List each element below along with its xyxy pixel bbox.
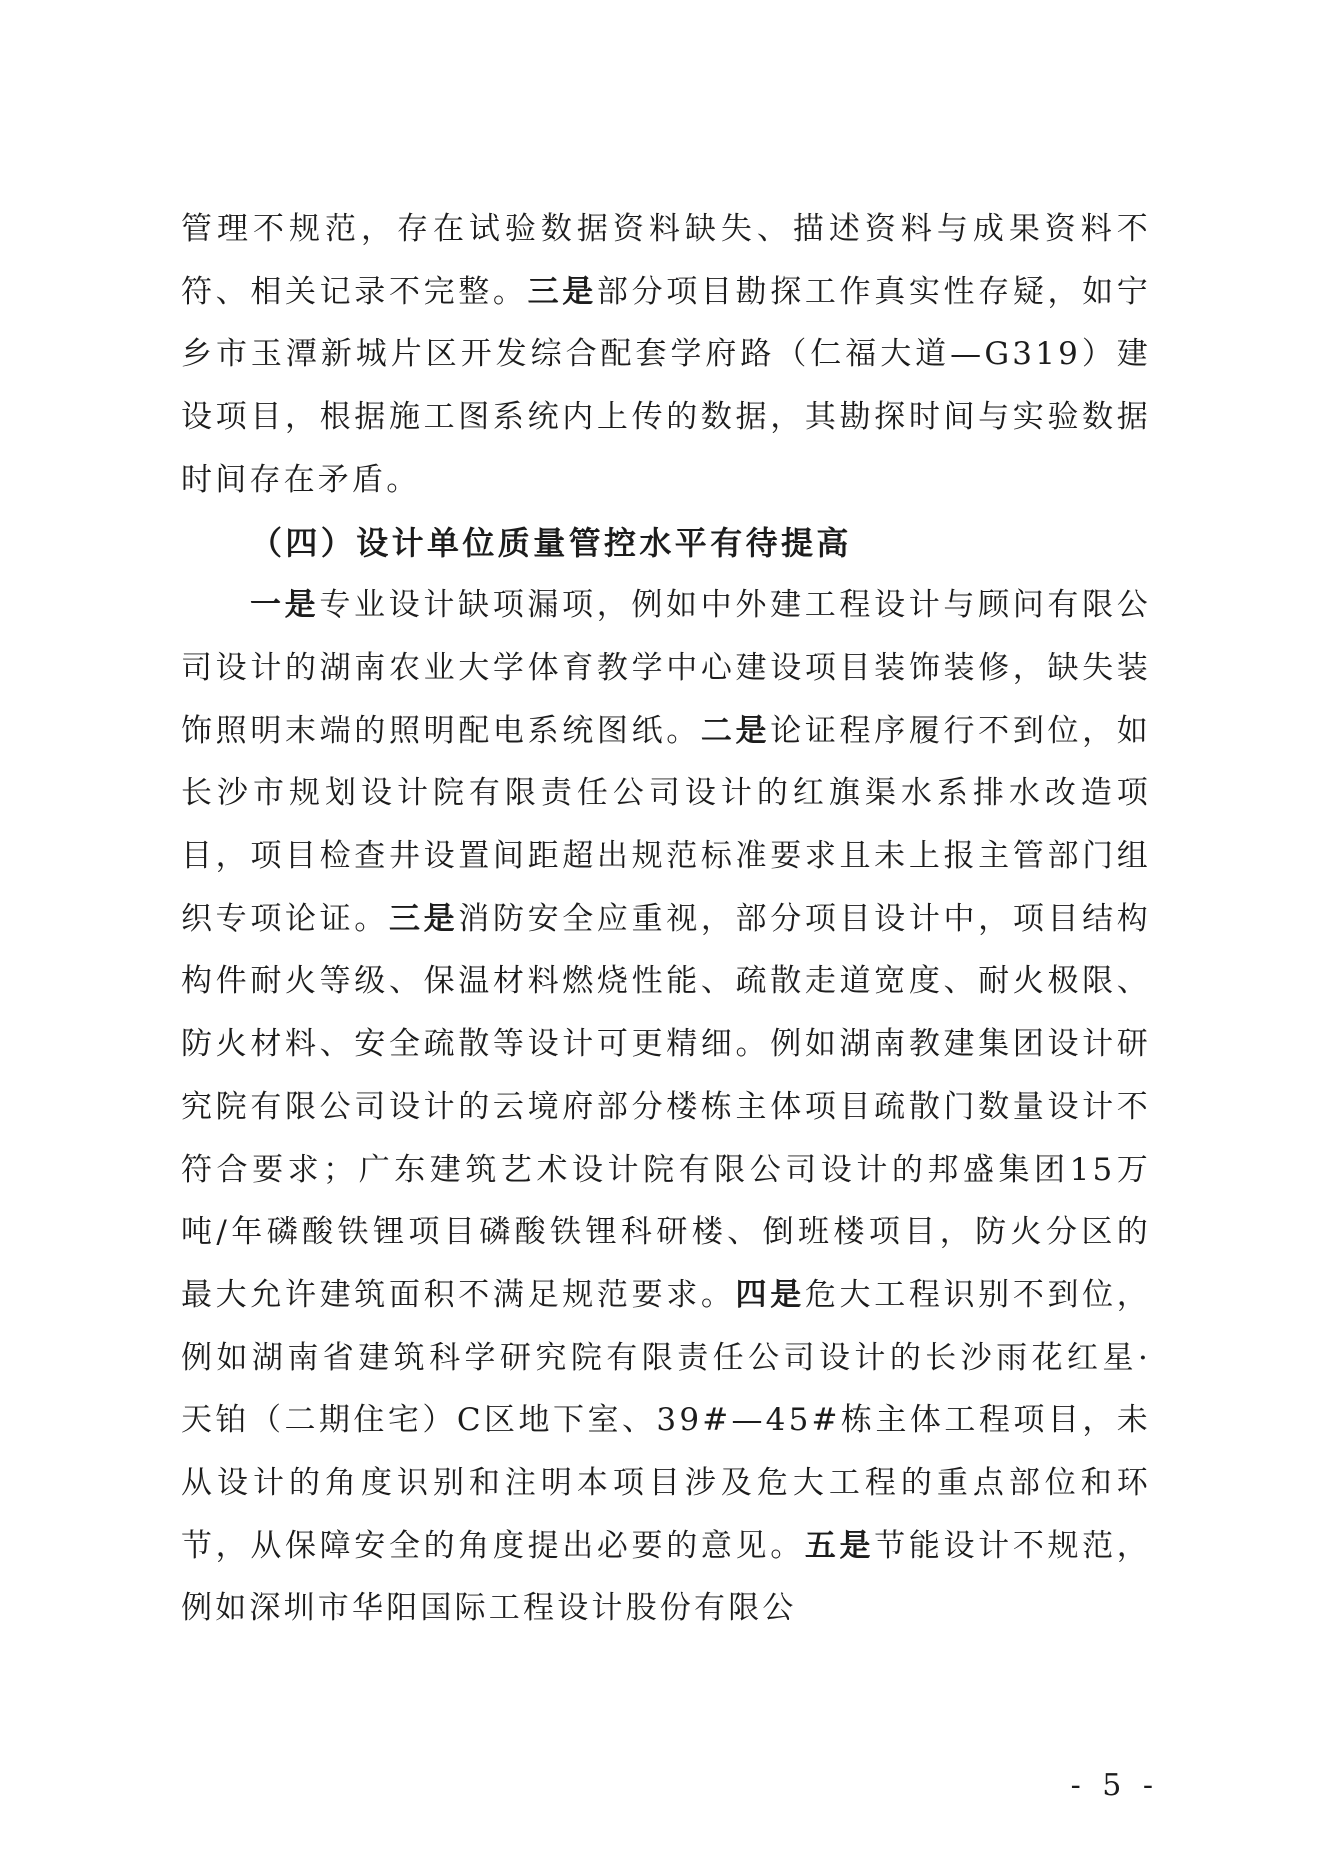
sentence-missing-items: 专业设计缺项漏项，例如中外建工程设计与顾问有限公司设计的湖南农业大学体育教学中心建设项目装饰装修，缺失装饰照明末端的照明配电系统图纸。 xyxy=(181,587,1151,749)
keyword-first: 一是 xyxy=(250,587,320,624)
keyword-fourth: 四是 xyxy=(735,1276,805,1313)
sentence-records: 管理不规范，存在试验数据资料缺失、描述资料与成果资料不符、相关记录不完整。 xyxy=(181,211,1151,310)
keyword-fifth: 五是 xyxy=(804,1527,875,1564)
page-number: - 5 - xyxy=(1070,1768,1159,1803)
sentence-energy: 节能设计不规范，例如深圳市华阳国际工程设计股份有限公 xyxy=(181,1527,1151,1627)
paragraph-survey-issues xyxy=(181,198,1151,512)
keyword-third: 三是 xyxy=(388,900,459,937)
keyword-third: 三是 xyxy=(527,273,597,310)
sentence-fire-safety: 消防安全应重视，部分项目设计中，项目结构构件耐火等级、保温材料燃烧性能、疏散走道宽度、耐火极限、防火材料、安全疏散等设计可更精细。例如湖南教建集团设计研究院有限公司设计的云境府部分楼栋主体项目疏散门数量设计不符合要求；广东建筑艺术设计院有限公司设计的邦盛集团15万吨/年磷酸铁锂项目磷酸铁锂科研楼、倒班楼项目，防火分区的最大允许建筑面积不满足规范要求。 xyxy=(181,900,1151,1313)
document-body xyxy=(181,198,1151,1640)
sentence-procedure: 论证程序履行不到位，如长沙市规划设计院有限责任公司设计的红旗渠水系排水改造项目，项目检查井设置间距超出规范标准要求且未上报主管部门组织专项论证。 xyxy=(181,712,1152,937)
paragraph-design-issues xyxy=(181,574,1151,1640)
keyword-second: 二是 xyxy=(700,712,771,749)
sentence-authenticity: 部分项目勘探工作真实性存疑，如宁乡市玉潭新城片区开发综合配套学府路（仁福大道—G319）建设项目，根据施工图系统内上传的数据，其勘探时间与实验数据时间存在矛盾。 xyxy=(181,273,1152,498)
section-heading: （四）设计单位质量管控水平有待提高 xyxy=(250,523,852,562)
sentence-hazard: 危大工程识别不到位，例如湖南省建筑科学研究院有限责任公司设计的长沙雨花红星·天铂（二期住宅）C区地下室、39#—45#栋主体工程项目，未从设计的角度识别和注明本项目涉及危大工程的重点部位和环节，从保障安全的角度提出必要的意见。 xyxy=(181,1276,1152,1564)
